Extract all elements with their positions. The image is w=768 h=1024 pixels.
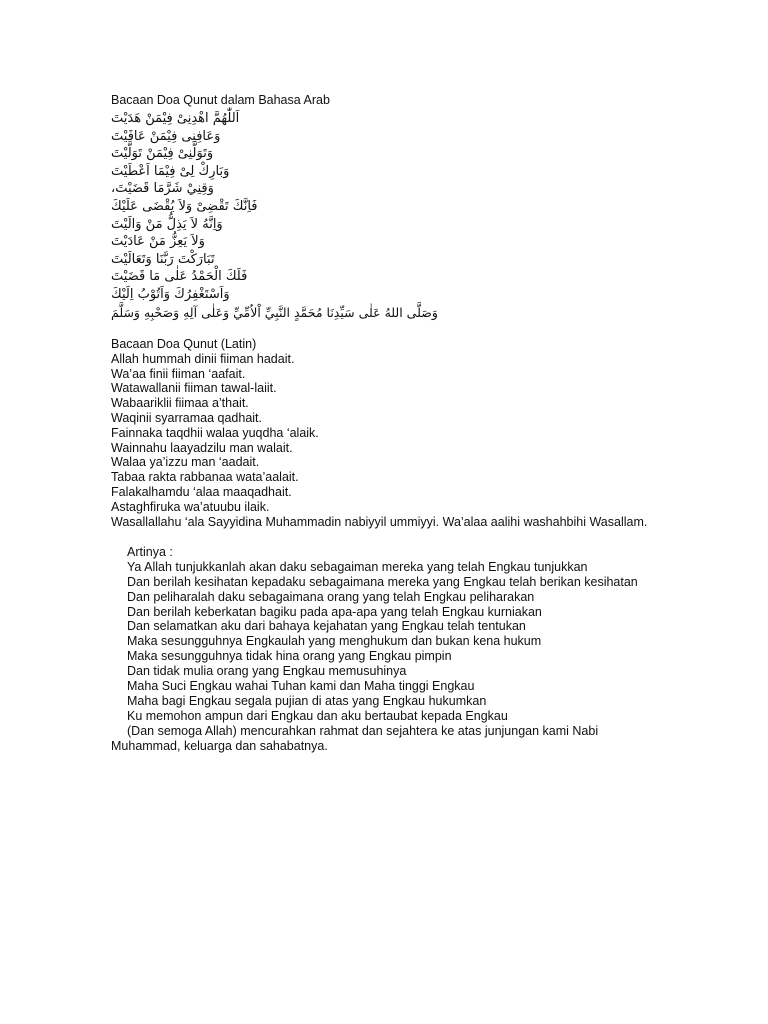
latin-line: Tabaa rakta rabbanaa wata’aalait. <box>111 470 299 485</box>
arabic-line: وَصَلَّى اللهُ عَلٰى سَيِّدِنَا مُحَمَّدٍ النَّبِيِّ اْلاُمِّيِّ وَعَلٰى آلِهِ وَصَحْبِهِ وَسَلَّمَ <box>111 304 438 320</box>
meaning-line: (Dan semoga Allah) mencurahkan rahmat dan sejahtera ke atas junjungan kami Nabi <box>127 723 599 738</box>
meaning-line: Ku memohon ampun dari Engkau dan aku bertaubat kepada Engkau <box>127 708 508 723</box>
latin-line: Allah hummah dinii fiiman hadait. <box>111 351 295 366</box>
latin-prayer-text <box>111 337 711 529</box>
meaning-line: Dan berilah kesihatan kepadaku sebagaimana mereka yang Engkau telah berikan kesihatan <box>127 574 638 589</box>
latin-line: Wa’aa finii fiiman ‘aafait. <box>111 366 246 381</box>
meaning-line: Dan berilah keberkatan bagiku pada apa-apa yang telah Engkau kurniakan <box>127 604 542 619</box>
arabic-line: وَلاَ يَعِزُّ مَنْ عَادَيْتَ <box>111 234 205 250</box>
latin-line: Astaghfiruka wa’atuubu ilaik. <box>111 499 270 514</box>
arabic-prayer-text <box>111 110 441 321</box>
arabic-line: اَللّٰهُمَّ اهْدِنِىْ فِيْمَنْ هَدَيْتَ <box>111 111 240 126</box>
meaning-line: Dan tidak mulia orang yang Engkau memusuhinya <box>127 664 407 679</box>
meaning-line: Maka sesungguhnya tidak hina orang yang Engkau pimpin <box>127 649 452 664</box>
arabic-line: وَقِنِيْ شَرَّمَا قَضَيْتَ، <box>111 181 214 197</box>
arabic-section-heading: Bacaan Doa Qunut dalam Bahasa Arab <box>111 93 330 107</box>
arabic-line: وَاَسْتَغْفِرُكَ وَاَتُوْبُ اِلَيْكَ <box>111 286 230 302</box>
latin-line: Wasallallahu ‘ala Sayyidina Muhammadin nabiyyil ummiyyi. Wa’alaa aalihi washahbihi Wasallam. <box>111 514 648 529</box>
arabic-line: وَتَوَلَّنِىْ فِيْمَنْ تَوَلَّيْتَ <box>111 146 214 162</box>
latin-line: Falakalhamdu ‘alaa maaqadhait. <box>111 484 292 499</box>
meaning-section-heading: Artinya : <box>127 545 173 559</box>
latin-line: Waqinii syarramaa qadhait. <box>111 410 262 425</box>
latin-line: Wainnahu laayadzilu man walait. <box>111 440 293 455</box>
meaning-line-continuation: Muhammad, keluarga dan sahabatnya. <box>111 738 328 753</box>
meaning-line: Maha bagi Engkau segala pujian di atas yang Engkau hukumkan <box>127 693 487 708</box>
arabic-line: فَلَكَ الْحَمْدُ عَلٰى مَا قَضَيْتَ <box>111 269 248 285</box>
meaning-text <box>111 545 711 753</box>
arabic-line: تَبَارَكْتَ رَبَّنَا وَتَعَالَيْتَ <box>111 251 215 267</box>
latin-section-heading: Bacaan Doa Qunut (Latin) <box>111 337 257 351</box>
arabic-line: وَعَافِنِى فِيْمَنْ عَافَيْتَ <box>111 128 221 144</box>
meaning-line: Dan selamatkan aku dari bahaya kejahatan yang Engkau telah tentukan <box>127 619 526 634</box>
meaning-line: Maka sesungguhnya Engkaulah yang menghukum dan bukan kena hukum <box>127 634 542 649</box>
latin-line: Wabaariklii fiimaa a’thait. <box>111 396 249 411</box>
meaning-line: Ya Allah tunjukkanlah akan daku sebagaiman mereka yang telah Engkau tunjukkan <box>127 559 588 574</box>
arabic-line: فَاِنَّكَ تَقْضِىْ وَلاَ يُقْضَى عَلَيْكَ <box>111 198 258 214</box>
latin-line: Watawallanii fiiman tawal-laiit. <box>111 381 277 396</box>
meaning-line: Dan peliharalah daku sebagaimana orang yang telah Engkau peliharakan <box>127 589 535 604</box>
latin-line: Walaa ya’izzu man ‘aadait. <box>111 455 260 470</box>
meaning-line: Maha Suci Engkau wahai Tuhan kami dan Maha tinggi Engkau <box>127 679 475 694</box>
latin-line: Fainnaka taqdhii walaa yuqdha ‘alaik. <box>111 425 319 440</box>
arabic-line: وَبَارِكْ لِىْ فِيْمَا اَعْطَيْتَ <box>111 163 230 179</box>
arabic-line: وَاِنَّهُ لاَ يَذِلُّ مَنْ وَالَيْتَ <box>111 216 223 232</box>
